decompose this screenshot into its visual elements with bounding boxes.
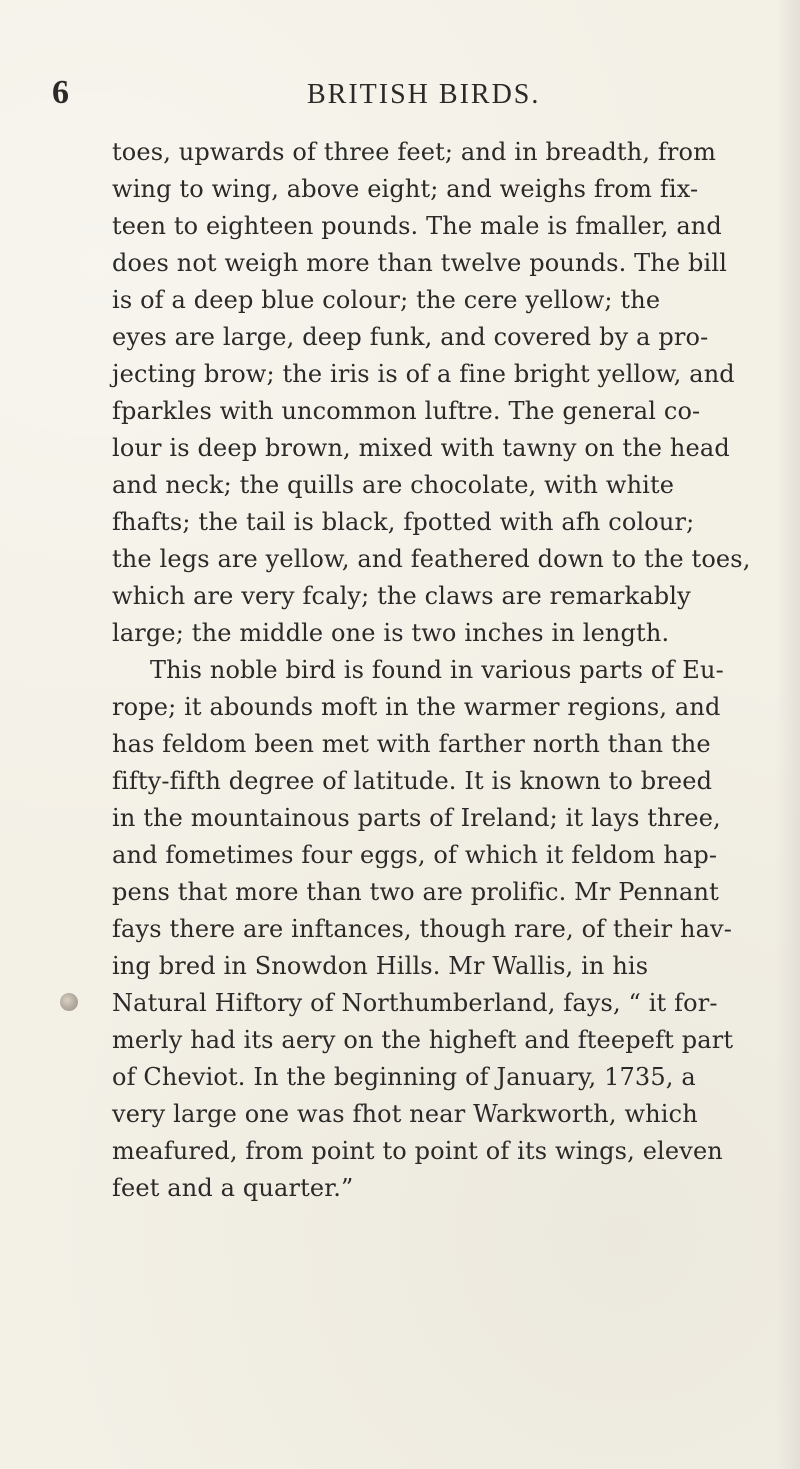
text-line: feet and a quarter.” [112, 1174, 354, 1202]
text-line: is of a deep blue colour; the cere yellow; the [112, 286, 661, 314]
text-line: in the mountainous parts of Ireland; it lays three, [112, 804, 721, 832]
text-line: does not weigh more than twelve pounds. The bill [112, 249, 728, 277]
text-line: of Cheviot. In the beginning of January, 1735, a [112, 1063, 696, 1091]
text-line: fparkles with uncommon luftre. The general co- [112, 397, 701, 425]
text-line: wing to wing, above eight; and weighs from fix- [112, 175, 699, 203]
page-edge-shadow [776, 0, 800, 1469]
page-number: 6 [52, 74, 70, 111]
text-line: ing bred in Snowdon Hills. Mr Wallis, in his [112, 952, 649, 980]
text-line: and fometimes four eggs, of which it feldom hap- [112, 841, 718, 869]
text-line: toes, upwards of three feet; and in breadth, from [112, 138, 717, 166]
text-line: the legs are yellow, and feathered down to the toes, [112, 545, 751, 573]
text-line: fays there are inftances, though rare, of their hav- [112, 915, 733, 943]
text-line: very large one was fhot near Warkworth, which [112, 1100, 698, 1128]
text-line: merly had its aery on the higheft and fteepeft part [112, 1026, 734, 1054]
running-head: BRITISH BIRDS. [307, 79, 541, 110]
text-line: meafured, from point to point of its wings, eleven [112, 1137, 723, 1165]
paragraph-start-line: This noble bird is found in various parts of Eu- [150, 656, 724, 684]
text-line: large; the middle one is two inches in length. [112, 619, 670, 647]
text-line: pens that more than two are prolific. Mr Pennant [112, 878, 719, 906]
text-line: and neck; the quills are chocolate, with white [112, 471, 675, 499]
text-line: teen to eighteen pounds. The male is fmaller, and [112, 212, 722, 240]
text-line: Natural Hiftory of Northumberland, fays, “ it for- [112, 989, 718, 1017]
text-line: lour is deep brown, mixed with tawny on the head [112, 434, 730, 462]
text-line: rope; it abounds moft in the warmer regions, and [112, 693, 721, 721]
text-line: fifty-fifth degree of latitude. It is known to breed [112, 767, 713, 795]
text-line: jecting brow; the iris is of a fine bright yellow, and [112, 360, 735, 388]
text-line: fhafts; the tail is black, fpotted with afh colour; [112, 508, 695, 536]
margin-mark [60, 993, 78, 1011]
text-line: eyes are large, deep funk, and covered by a pro- [112, 323, 709, 351]
text-line: which are very fcaly; the claws are remarkably [112, 582, 691, 610]
page-header [0, 74, 800, 122]
body-text [112, 134, 800, 1207]
text-line: has feldom been met with farther north than the [112, 730, 711, 758]
